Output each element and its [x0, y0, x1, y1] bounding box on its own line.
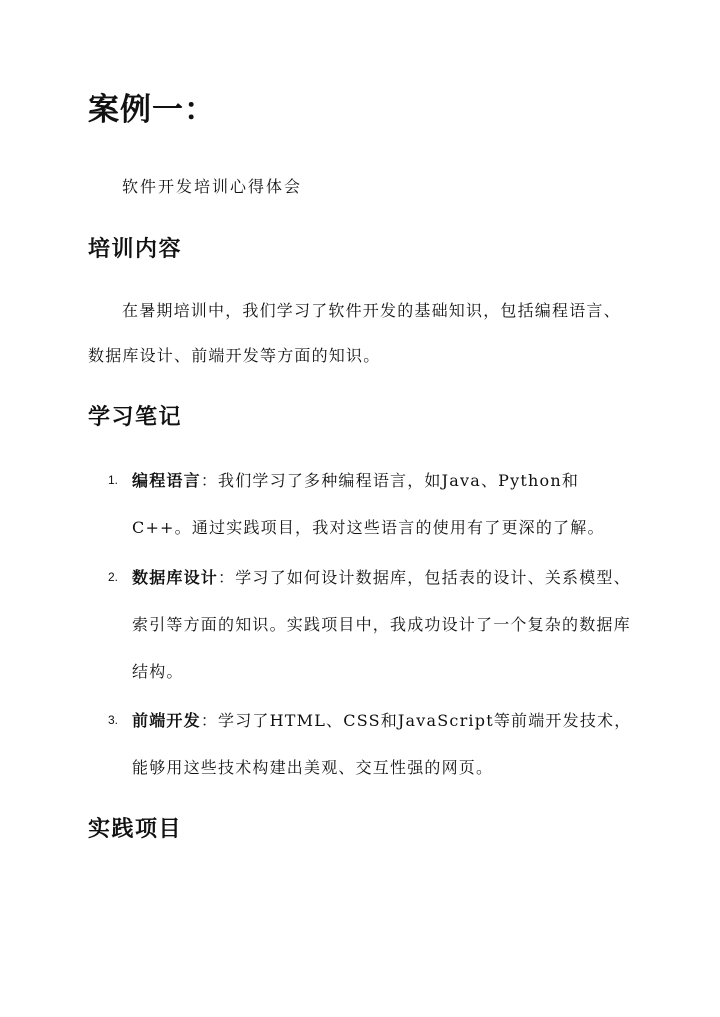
- section-heading-training-content: 培训内容: [88, 236, 183, 262]
- list-item-term: 前端开发: [132, 711, 201, 730]
- list-item-text: 学习了如何设计数据库，包括表的设计、关系模型、索引等方面的知识。实践项目中，我成功设计了一个复杂的数据库结构。: [132, 568, 631, 681]
- list-item-number: 3.: [108, 713, 119, 727]
- list-item-text: 我们学习了多种编程语言，如Java、Python和C++。通过实践项目，我对这些语言的使用有了更深的了解。: [132, 471, 605, 537]
- list-item-number: 2.: [108, 570, 119, 584]
- document-subtitle: 软件开发培训心得体会: [122, 177, 303, 196]
- list-item: [108, 697, 638, 791]
- list-item: [108, 554, 638, 695]
- list-item-body: [132, 457, 638, 551]
- list-item-body: [132, 697, 638, 791]
- list-item-body: [132, 554, 638, 695]
- list-item-term: 数据库设计: [132, 568, 219, 587]
- list-item-number: 1.: [108, 473, 119, 487]
- list-item-term: 编程语言: [132, 471, 201, 490]
- list-item-separator: ：: [218, 568, 236, 587]
- list-item-text: 学习了HTML、CSS和JavaScript等前端开发技术，能够用这些技术构建出美观、交互性强的网页。: [132, 711, 632, 777]
- list-item-separator: ：: [200, 471, 219, 490]
- section-heading-study-notes: 学习笔记: [88, 404, 183, 430]
- case-title: 案例一：: [88, 92, 216, 128]
- training-content-paragraph: 在暑期培训中，我们学习了软件开发的基础知识，包括编程语言、数据库设计、前端开发等方面的知识。: [88, 301, 621, 365]
- section-heading-practice-project: 实践项目: [88, 816, 183, 842]
- list-item-separator: ：: [200, 711, 219, 730]
- list-item: [108, 457, 638, 551]
